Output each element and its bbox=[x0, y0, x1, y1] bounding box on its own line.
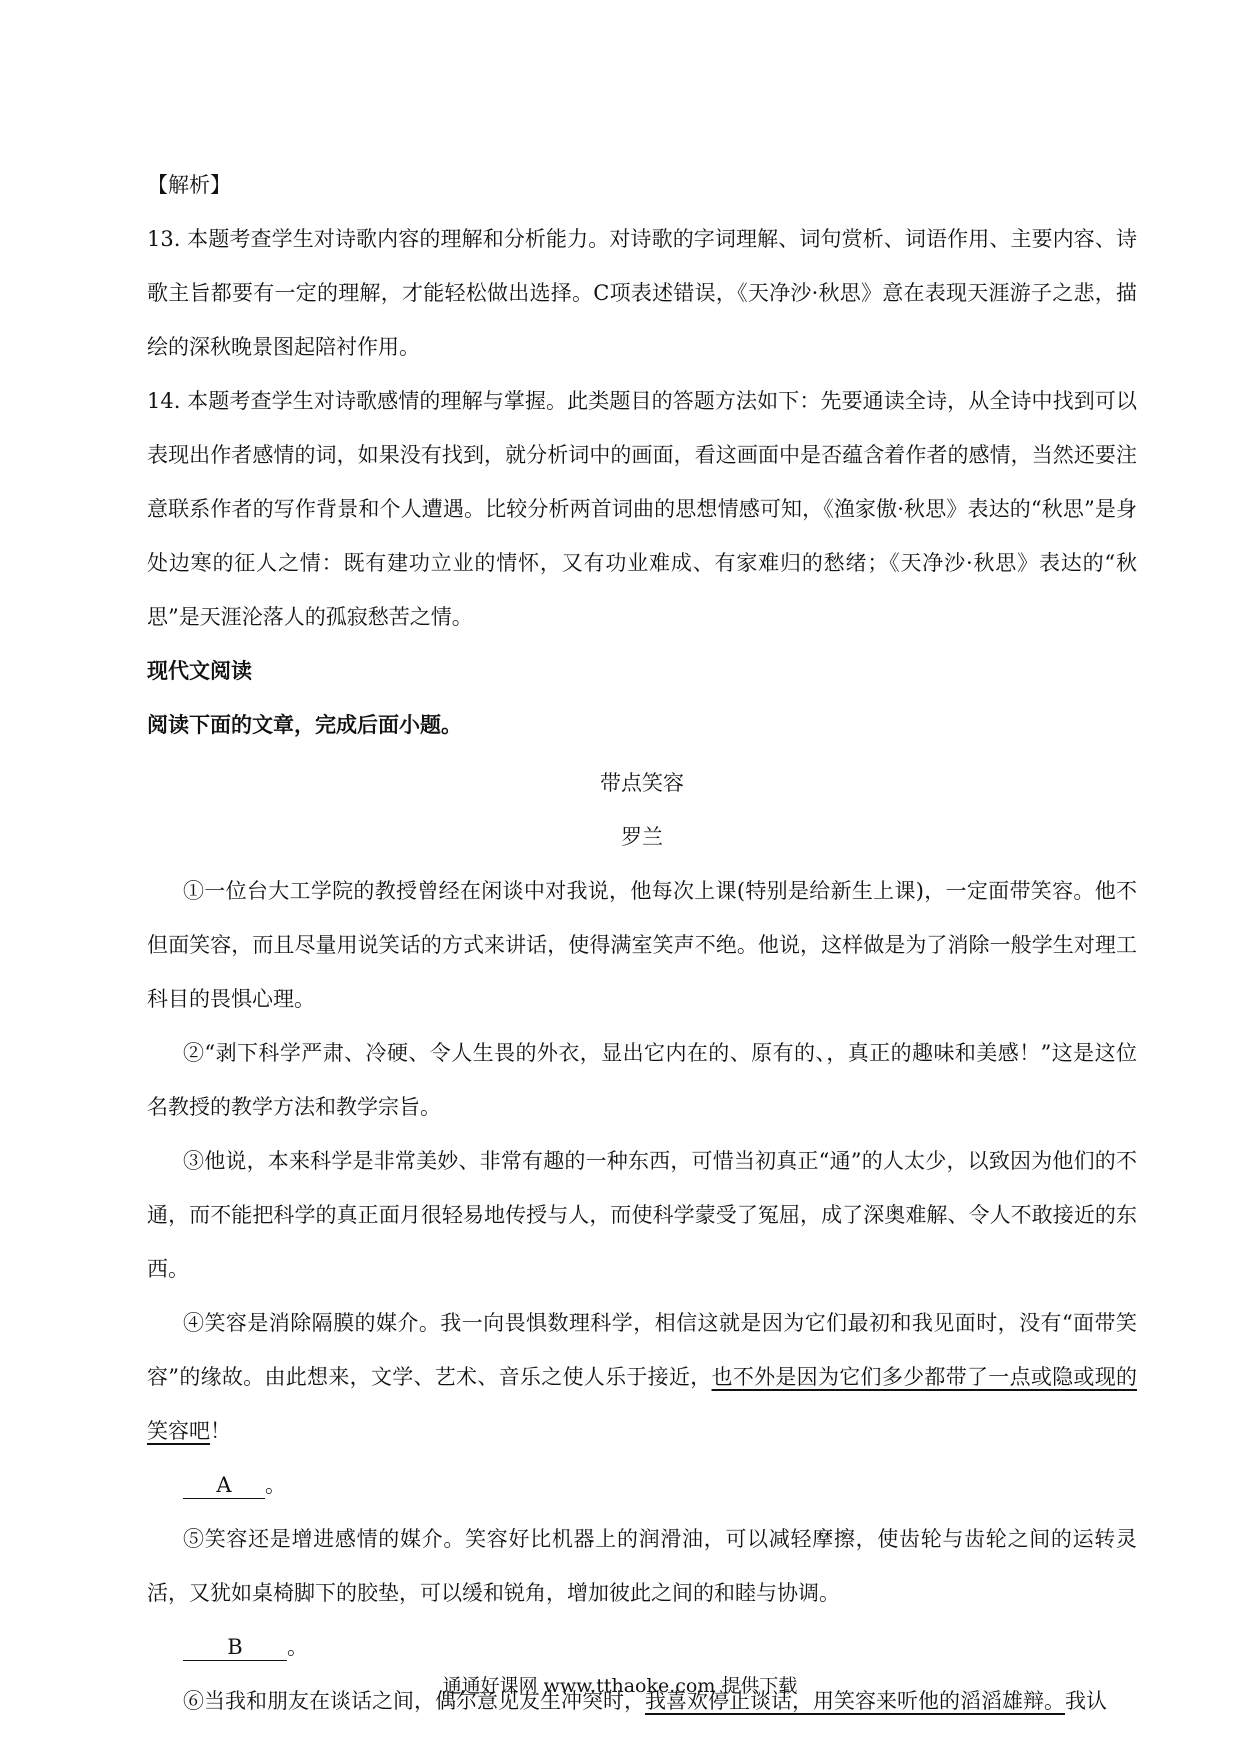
article-author: 罗兰 bbox=[621, 825, 663, 849]
section-heading: 现代文阅读 bbox=[147, 658, 252, 683]
page-content bbox=[147, 158, 1137, 1728]
page-footer: 通通好课网 www.tthaoke.com 提供下载 bbox=[442, 1675, 798, 1697]
analysis-q13: 13. 本题考查学生对诗歌内容的理解和分析能力。对诗歌的字词理解、词句赏析、词语作用、主要内容、诗歌主旨都要有一定的理解，才能轻松做出选择。C项表述错误，《天净沙·秋思》意在表现天涯游子之悲，描绘的深秋晚景图起陪衬作用。 bbox=[147, 227, 1137, 359]
article-paragraph-3: ③他说，本来科学是非常美妙、非常有趣的一种东西，可惜当初真正“通”的人太少，以致因为他们的不通，而不能把科学的真正面月很轻易地传授与人，而使科学蒙受了冤屈，成了深奥难解、令人不敢接近的东西。 bbox=[147, 1149, 1137, 1281]
blank-b-period: 。 bbox=[287, 1635, 308, 1659]
paragraph-4-underlined-sentence: 也不外是因为它们多少都带了一点或隐或现的笑容吧 bbox=[147, 1365, 1138, 1443]
blank-b: B bbox=[183, 1634, 287, 1661]
article-paragraph-4 bbox=[147, 1296, 1137, 1458]
blank-b-line bbox=[147, 1620, 1137, 1674]
blank-a-period: 。 bbox=[265, 1473, 286, 1497]
article-paragraph-1: ①一位台大工学院的教授曾经在闲谈中对我说，他每次上课(特别是给新生上课)，一定面带笑容。他不但面笑容，而且尽量用说笑话的方式来讲话，使得满室笑声不绝。他说，这样做是为了消除一般学生对理工科目的畏惧心理。 bbox=[147, 879, 1137, 1011]
paragraph-4-text: ④笑容是消除隔膜的媒介。我一向畏惧数理科学，相信这就是因为它们最初和我见面时，没有“面带笑容”的缘故。由此想来，文学、艺术、音乐之使人乐于接近， bbox=[147, 1311, 1137, 1389]
section-instruction: 阅读下面的文章，完成后面小题。 bbox=[147, 712, 462, 737]
blank-a: A bbox=[183, 1472, 265, 1499]
paragraph-6-end: 我认 bbox=[1065, 1689, 1107, 1713]
paragraph-4-end: ！ bbox=[210, 1419, 231, 1443]
analysis-q14: 14. 本题考查学生对诗歌感情的理解与掌握。此类题目的答题方法如下：先要通读全诗，从全诗中找到可以表现出作者感情的词，如果没有找到，就分析词中的画面，看这画面中是否蕴含着作者的感情，当然还要注意联系作者的写作背景和个人遭遇。比较分析两首词曲的思想情感可知，《渔家傲·秋思》表达的“秋思”是身处边寒的征人之情：既有建功立业的情怀，又有功业难成、有家难归的愁绪；《天净沙·秋思》表达的“秋思”是天涯沦落人的孤寂愁苦之情。 bbox=[147, 389, 1137, 629]
paragraph-6-text: ⑥当我和朋友在谈话之间，偶尔意见友生冲突时， bbox=[183, 1689, 645, 1713]
paragraph-6-underlined-sentence: 我喜欢停止谈话，用笑容来听他的滔滔雄辩。 bbox=[645, 1689, 1065, 1713]
blank-a-line bbox=[147, 1458, 1137, 1512]
article-paragraph-2: ②“剥下科学严肃、冷硬、令人生畏的外衣，显出它内在的、原有的、，真正的趣味和美感！”这是这位名教授的教学方法和教学宗旨。 bbox=[147, 1041, 1137, 1119]
article-paragraph-5: ⑤笑容还是增进感情的媒介。笑容好比机器上的润滑油，可以减轻摩擦，使齿轮与齿轮之间的运转灵活，又犹如桌椅脚下的胶垫，可以缓和锐角，增加彼此之间的和睦与协调。 bbox=[147, 1527, 1137, 1605]
article-title: 带点笑容 bbox=[600, 771, 684, 795]
analysis-heading: 【解析】 bbox=[147, 173, 231, 197]
